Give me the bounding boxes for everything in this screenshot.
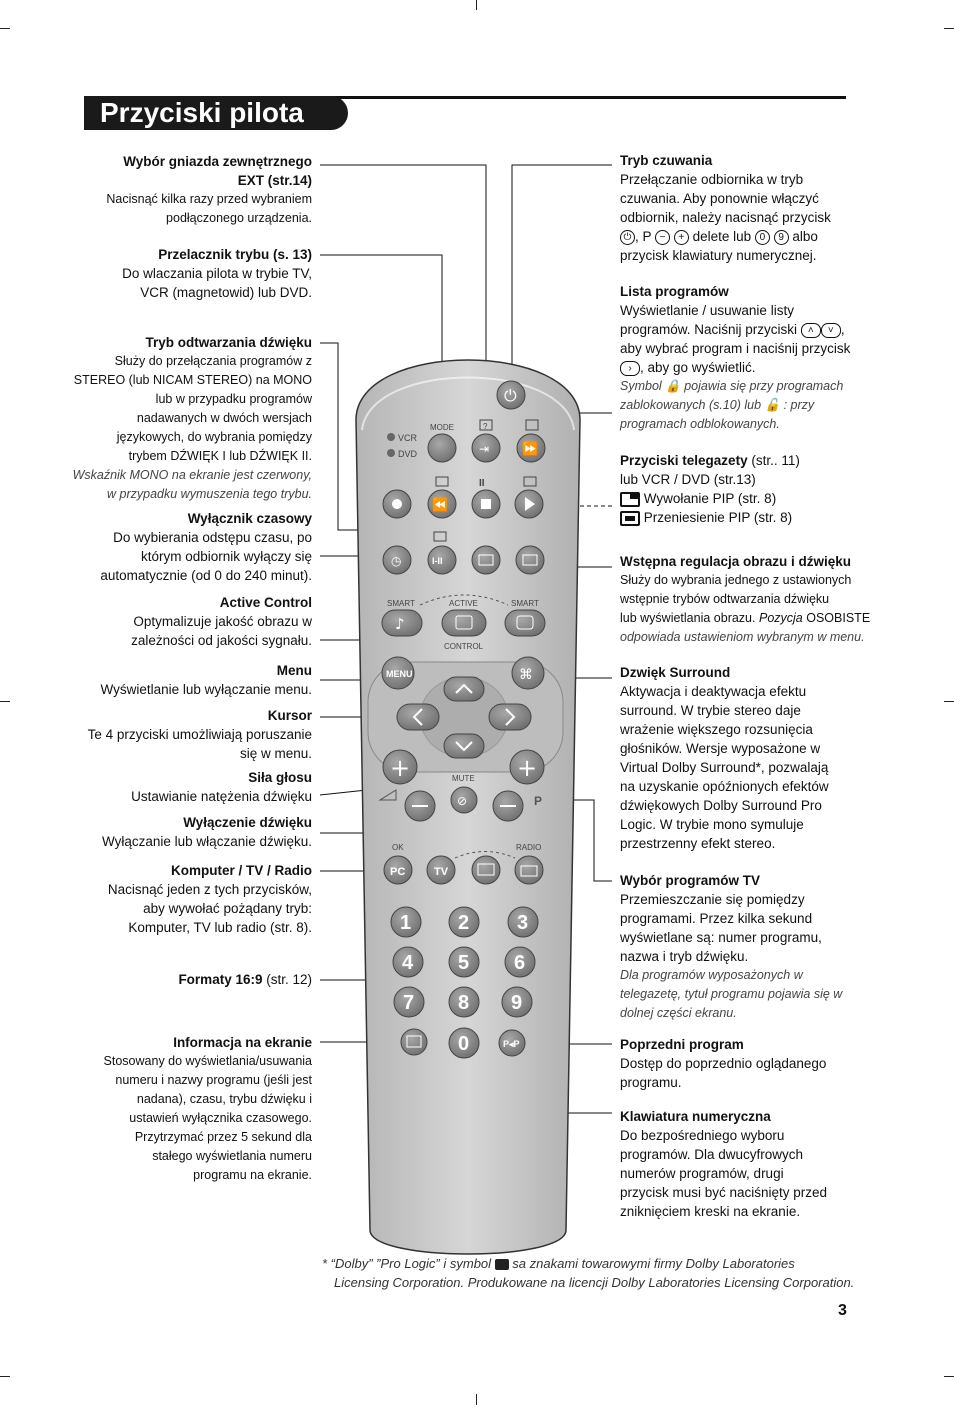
label-keypad-head: Klawiatura numeryczna [620, 1109, 771, 1124]
label-surround-head: Dzwięk Surround [620, 665, 731, 680]
minus-icon [412, 805, 428, 807]
label-timer-head: Wyłącznik czasowy [187, 511, 312, 526]
label-teletext-head: Przyciski telegazety [620, 453, 748, 468]
label-teletext-line [620, 508, 882, 527]
label-program-line: Przemieszczanie się pomiędzy [620, 892, 805, 907]
label-previous-line: Dostęp do poprzednio oglądanego [620, 1056, 827, 1071]
label-surround-line: Aktywacja i deaktywacja efektu [620, 684, 807, 699]
label-standby [620, 151, 882, 265]
active-control-button[interactable] [442, 610, 486, 636]
zero-key-icon: 0 [755, 230, 770, 245]
label-ext-line: podłączonego urządzenia. [166, 211, 312, 225]
label-mute-line: Wyłączanie lub włączanie dźwięku. [102, 834, 312, 849]
label-program-select [620, 871, 882, 1023]
previous-program-label: P◂P [503, 1039, 520, 1049]
label-timer [12, 509, 312, 585]
label-surround-line: wrażenie większego rozsunięcia [620, 722, 813, 737]
label-smart-line: wstępnie trybów odtwarzania dźwięku [620, 592, 830, 606]
label-program-head: Wybór programów TV [620, 873, 761, 888]
pause-label: II [479, 478, 485, 489]
label-program-line: wyświetlane są: numer programu, [620, 930, 822, 945]
label-smart-line: Służy do wybrania jednego z ustawionych [620, 573, 852, 587]
radio-button[interactable] [515, 856, 543, 884]
label-pctv-line: Komputer, TV lub radio (str. 8). [128, 920, 312, 935]
label-keypad-line: programów. Dla dwucyfrowych [620, 1147, 804, 1162]
smart-sound-label: SMART [387, 599, 415, 608]
surround-icon: ⌘ [519, 667, 533, 683]
label-mode [12, 245, 312, 302]
label-menu [12, 661, 312, 699]
pip-move-icon [620, 511, 640, 526]
label-list-note-text: Symbol [620, 379, 662, 393]
crop-mark [0, 1376, 10, 1377]
label-pctv-line: Nacisnąć jeden z tych przycisków, [107, 882, 312, 897]
digit-3-label: 3 [517, 912, 529, 934]
label-teletext-suffix: (str.. 11) [747, 453, 800, 468]
label-list-line: programów. Naciśnij przyciski ˄ ˅ , [620, 322, 845, 337]
right-key-icon: › [620, 361, 640, 376]
timer-icon: ◷ [391, 554, 402, 568]
note-icon: ♪ [395, 615, 405, 633]
label-surround-line: przestrzenny efekt stereo. [620, 836, 776, 851]
label-program-line: nazwa i tryb dźwięku. [620, 949, 749, 964]
label-keypad [620, 1107, 882, 1221]
label-list-note: programach odblokowanych. [620, 417, 780, 431]
label-standby-line: czuwania. Aby ponownie włączyć [620, 191, 819, 206]
label-program-note: Dla programów wyposażonych w [620, 968, 803, 982]
crop-mark [0, 28, 10, 29]
lock-closed-icon: 🔒 [665, 379, 681, 393]
label-smart-head: Wstępna regulacja obrazu i dźwięku [620, 554, 852, 569]
label-smart [620, 552, 884, 647]
crop-mark [476, 1394, 477, 1405]
rewind-icon: ⏪ [432, 498, 449, 513]
help-label: ? [483, 422, 488, 431]
label-cursor-head: Kursor [267, 708, 312, 723]
crop-mark [944, 1376, 954, 1377]
label-info-line: Stosowany do wyświetlania/usuwania [103, 1054, 312, 1068]
label-info [12, 1033, 312, 1185]
pc-label: PC [390, 866, 406, 878]
label-volume-line: Ustawianie natężenia dźwięku [131, 789, 312, 804]
label-previous [620, 1035, 882, 1092]
label-sound-line: lub w przypadku programów [155, 392, 312, 406]
label-mode-line: Do wlaczania pilota w trybie TV, [122, 266, 312, 281]
label-timer-line: automatycznie (od 0 do 240 minut). [100, 568, 312, 583]
digit-1-label: 1 [400, 912, 412, 934]
digit-5-label: 5 [458, 952, 470, 974]
label-previous-head: Poprzedni program [620, 1037, 744, 1052]
label-program-note: telegazetę, tytuł programu pojawia się w [620, 987, 843, 1001]
tv-label: TV [434, 866, 449, 878]
label-timer-line: Do wybierania odstępu czasu, po [113, 530, 312, 545]
menu-label: MENU [386, 669, 413, 679]
down-key-icon: ˅ [821, 323, 841, 338]
footnote-text: Licensing Corporation. Produkowane na licencji Dolby Laboratories Licensing Corporation. [334, 1275, 855, 1290]
teletext-mix-button[interactable] [472, 546, 500, 574]
label-sound-head: Tryb odtwarzania dźwięku [145, 335, 312, 350]
label-format-head: Formaty 16:9 [178, 972, 263, 987]
label-info-line: numeru i nazwy programu (jeśli jest [115, 1073, 312, 1087]
label-keypad-line: przycisk musi być naciśnięty przed [620, 1185, 828, 1200]
label-list-note-text: zablokowanych (s.10) lub [620, 398, 762, 412]
label-active-control [12, 593, 312, 650]
active-label: ACTIVE [449, 599, 478, 608]
digit-8-label: 8 [458, 992, 470, 1014]
label-sound-line: nadawanych w dwóch wersjach [136, 411, 312, 425]
label-teletext [620, 451, 882, 527]
mute-icon: ⊘ [457, 794, 468, 808]
sound-mode-label: I-II [432, 556, 443, 566]
nine-key-icon: 9 [774, 230, 789, 245]
digit-4-label: 4 [402, 952, 414, 974]
control-label: CONTROL [444, 642, 484, 651]
cursor-up-button[interactable] [444, 677, 484, 701]
label-ext [12, 152, 312, 228]
dvd-label: DVD [398, 449, 418, 459]
label-surround-line: głośników. Wersje wyposażone w [620, 741, 821, 756]
power-icon: ⏻ [504, 386, 517, 405]
label-ext-head2: EXT (str.14) [237, 173, 312, 188]
stop-icon [481, 499, 491, 509]
label-mute [12, 813, 312, 851]
label-menu-line: Wyświetlanie lub wyłączanie menu. [100, 682, 312, 697]
record-icon [392, 499, 402, 509]
smart-picture-label: SMART [511, 599, 539, 608]
crop-mark [944, 701, 954, 702]
vcr-label: VCR [398, 433, 418, 443]
lock-open-icon: 🔓 [764, 398, 781, 412]
footnote [322, 1254, 882, 1292]
digit-9-label: 9 [511, 992, 523, 1014]
radio-label: RADIO [516, 843, 542, 852]
cursor-down-button[interactable] [444, 734, 484, 758]
plus-icon: + [390, 754, 411, 782]
label-ext-head: Wybór gniazda zewnętrznego [123, 154, 312, 169]
label-standby-delete: delete lub [692, 229, 752, 244]
label-sound-line: Służy do przełączania programów z [114, 354, 312, 368]
label-standby-line [620, 227, 882, 246]
label-standby-head: Tryb czuwania [620, 153, 713, 168]
mode-button[interactable] [428, 434, 456, 462]
label-smart-note: odpowiada ustawieniom wybranym w menu. [620, 630, 865, 644]
teletext-button[interactable] [516, 546, 544, 574]
label-mode-head: Przelacznik trybu (s. 13) [158, 247, 312, 262]
label-pctv-head: Komputer / TV / Radio [170, 863, 312, 878]
label-surround-line: surround. W trybie stereo daje [620, 703, 801, 718]
digit-7-label: 7 [403, 992, 415, 1014]
label-surround [620, 663, 882, 853]
minus-icon: − [655, 230, 670, 245]
label-volume [12, 768, 312, 806]
label-list-text: , aby go wyświetlić. [640, 360, 756, 375]
minus-icon [500, 805, 516, 807]
label-teletext-pip2: Przeniesienie PIP (str. 8) [643, 510, 793, 525]
ext-icon: ⇥ [479, 442, 490, 456]
label-standby-line: przycisk klawiatury numerycznej. [620, 248, 817, 263]
crop-mark [0, 701, 10, 702]
crop-mark [476, 0, 477, 10]
label-smart-text: lub wyświetlania obrazu. [620, 611, 756, 625]
pip-icon [620, 492, 640, 507]
label-keypad-line: numerów programów, drugi [620, 1166, 784, 1181]
label-sound-line: językowych, do wybrania pomiędzy [116, 430, 312, 444]
label-format-suffix: (str. 12) [262, 972, 312, 987]
label-sound-line: trybem DŹWIĘK I lub DŹWIĘK II. [128, 449, 312, 463]
label-surround-line: Virtual Dolby Surround*, pozwalają [620, 760, 829, 775]
label-info-line: nadana), czasu, trybu dźwięku i [136, 1092, 312, 1106]
label-previous-line: programu. [620, 1075, 682, 1090]
smart-picture-button[interactable] [505, 610, 545, 636]
dvd-led [387, 449, 395, 457]
label-volume-head: Siła głosu [248, 770, 312, 785]
page-title: Przyciski pilota [100, 97, 304, 128]
label-keypad-line: zniknięciem kreski na ekranie. [620, 1204, 801, 1219]
label-cursor-line: się w menu. [239, 746, 312, 761]
label-smart-line [620, 609, 884, 628]
cursor-right-button[interactable] [489, 704, 531, 730]
label-mute-head: Wyłączenie dźwięku [183, 815, 312, 830]
digit-2-label: 2 [458, 912, 470, 934]
label-format [12, 970, 312, 989]
label-sound [12, 333, 312, 504]
power-icon: ⏻ [620, 230, 635, 245]
label-cursor-line: Te 4 przyciski umożliwiają poruszanie [87, 727, 312, 742]
label-standby-line: odbiornik, należy nacisnąć przycisk [620, 210, 831, 225]
label-surround-line: Logic. W trybie mono symuluje [620, 817, 804, 832]
label-pctv-line: aby wywołać pożądany tryb: [143, 901, 312, 916]
label-standby-albo: albo [792, 229, 818, 244]
label-menu-head: Menu [276, 663, 312, 678]
label-info-line: stałego wyświetlania numeru [152, 1149, 312, 1163]
label-info-line: programu na ekranie. [193, 1168, 312, 1182]
crop-mark [944, 28, 954, 29]
label-program-list [620, 282, 882, 434]
label-list-line [620, 358, 882, 377]
label-info-line: Przytrzymać przez 5 sekund dla [134, 1130, 312, 1144]
label-list-line: aby wybrać program i naciśnij przycisk [620, 341, 851, 356]
label-standby-p: , P [635, 229, 652, 244]
cursor-left-button[interactable] [397, 704, 439, 730]
leader-line [512, 165, 612, 382]
label-program-line: programami. Przez kilka sekund [620, 911, 813, 926]
label-mode-line: VCR (magnetowid) lub DVD. [140, 285, 312, 300]
label-program-note: dolnej części ekranu. [620, 1006, 737, 1020]
label-surround-line: dźwiękowych Dolby Surround Pro [620, 798, 822, 813]
label-sound-note: w przypadku wymuszenia tego trybu. [107, 487, 312, 501]
label-keypad-line: Do bezpośredniego wyboru [620, 1128, 785, 1143]
digit-6-label: 6 [514, 952, 526, 974]
label-list-note-text: pojawia się przy programach [684, 379, 844, 393]
label-list-head: Lista programów [620, 284, 729, 299]
label-teletext-pip1: Wywołanie PIP (str. 8) [643, 491, 777, 506]
label-timer-line: którym odbiornik wyłączy się [140, 549, 312, 564]
label-list-text: programów. Naciśnij przyciski [620, 322, 798, 337]
mute-label: MUTE [452, 774, 475, 783]
label-list-note-text: : przy [783, 398, 815, 412]
up-key-icon: ˄ [801, 323, 821, 338]
label-list-note [620, 396, 882, 415]
label-active-line: Optymalizuje jakość obrazu w [133, 614, 312, 629]
info-button[interactable] [401, 1029, 427, 1055]
plus-icon: + [517, 754, 538, 782]
digit-0-label: 0 [458, 1033, 470, 1055]
footnote-text: * “Dolby” ”Pro Logic” i symbol [322, 1256, 492, 1271]
label-smart-text: OSOBISTE [806, 611, 871, 625]
ok-label: OK [392, 843, 404, 852]
label-pc-tv-radio [12, 861, 312, 937]
label-surround-line: na uzyskanie opóźnionych efektów [620, 779, 829, 794]
label-sound-note: Wskaźnik MONO na ekranie jest czerwony, [72, 468, 312, 482]
label-cursor [12, 706, 312, 763]
label-list-note [620, 377, 882, 396]
label-active-line: zależności od jakości sygnału. [131, 633, 312, 648]
label-teletext-line: lub VCR / DVD (str.13) [620, 472, 756, 487]
vcr-led [387, 433, 395, 441]
label-list-line: Wyświetlanie / usuwanie listy [620, 303, 794, 318]
format-button[interactable] [472, 856, 500, 884]
label-active-head: Active Control [219, 595, 312, 610]
dolby-icon [495, 1259, 509, 1270]
mode-label: MODE [430, 423, 454, 432]
label-teletext-line [620, 489, 882, 508]
label-standby-line: Przełączanie odbiornika w tryb [620, 172, 804, 187]
page-number: 3 [838, 1302, 847, 1319]
label-ext-line: Nacisnąć kilka razy przed wybraniem [106, 192, 312, 206]
plus-icon: + [674, 230, 689, 245]
label-info-line: ustawień wyłącznika czasowego. [129, 1111, 312, 1125]
label-info-head: Informacja na ekranie [173, 1035, 312, 1050]
label-smart-text: Pozycja [758, 611, 803, 625]
label-sound-line: STEREO (lub NICAM STEREO) na MONO [73, 373, 312, 387]
footnote-text: sa znakami towarowymi firmy Dolby Laboratories [512, 1256, 795, 1271]
program-label: P [534, 794, 543, 808]
fast-forward-icon: ⏩ [522, 442, 539, 457]
